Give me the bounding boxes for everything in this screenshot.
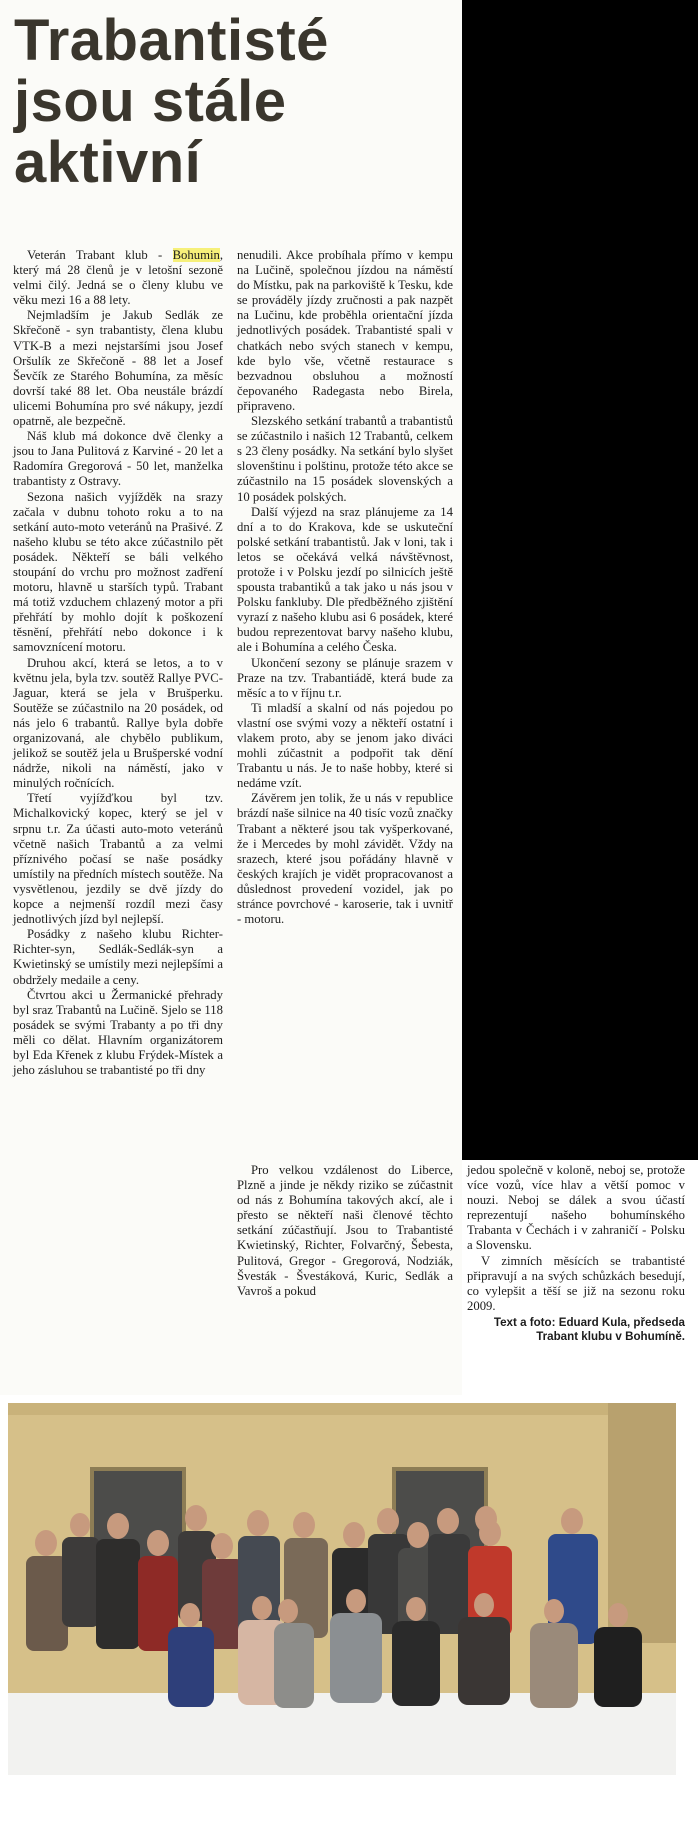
paragraph: Veterán Trabant klub - Bohumin, který má 28 členů je v letošní sezoně velmi čilý. Jedná se o členy klubu ve věku mezi 16 a 88 lety. [13, 248, 223, 308]
paragraph: Náš klub má dokonce dvě členky a jsou to Jana Pulitová z Karviné - 20 let a Radomíra Gregorová - 50 let, manželka trabantisty z Ostravy. [13, 429, 223, 489]
paragraph: Posádky z našeho klubu Richter-Richter-syn, Sedlák-Sedlák-syn a Kwietinský se umístily mezi nejlepšími a obdržely medaile a ceny. [13, 927, 223, 987]
text-column-2-continued [237, 1163, 453, 1299]
group-photo [8, 1403, 676, 1775]
paragraph: Další výjezd na sraz plánujeme za 14 dní a to do Krakova, kde se uskuteční polské setkání trabantistů. Jak v loni, tak i letos se očekává velká návštěvnost, protože i v Polsku jezdí po silnicích ještě spousta trabantiků a tak jako u nás jsou v Polsku fankluby. Dle předběžného zjištění vyrazí z našeho klubu asi 6 posádek, které budou reprezentovat barvy našeho klubu, ale i Bohumína a celého Česka. [237, 504, 453, 655]
paragraph: Ukončení sezony se plánuje srazem v Praze na tzv. Trabantiádě, která bude za měsíc a to v říjnu t.r. [237, 655, 453, 700]
headline-line-3: aktivní [14, 130, 202, 195]
paragraph: Čtvrtou akci u Žermanické přehrady byl sraz Trabantů na Lučině. Sjelo se 118 posádek se svými Trabanty a po tři dny měli co dělat. Hlavním organizátorem byl Eda Křenek z klubu Frýdek-Místek a jeho zásluhou se trabantisté po tři dny [13, 987, 223, 1078]
paragraph: Třetí vyjížďkou byl tzv. Michalkovický kopec, který se jel v srpnu t.r. Za účasti auto-moto veteránů včetně našich Trabantů a za velmi příznivého počasí se naše posádky umístily na předních místech soutěže. Na vysvětlenou, jezdily se dvě jízdy do kopce a nejmenší rozdíl mezi časy jednotlivých jízd byl nejlepší. [13, 791, 223, 927]
paragraph: Druhou akcí, která se letos, a to v květnu jela, byla tzv. soutěž Rallye PVC-Jaguar, která se jela v Brušperku. Soutěže se zúčastnilo na 20 posádek, od nás jelo 6 trabantů. Rallye byla dobře organizovaná, ale chybělo publikum, jelikož se soutěž jela u Brušperské vodní nádrže, nikoli na náměstí, jako v minulých ročnících. [13, 655, 223, 791]
paragraph: Závěrem jen tolik, že u nás v republice brázdí naše silnice na 40 tisíc vozů značky Trabant a některé jsou tak vyšperkované, že i Mercedes by mohl závidět. Vždy na srazech, které jsou pořádány hlavně v českých krajích je vidět propracovanost a důslednost provedení vozidel, jak po stránce povrchové - karoserie, tak i uvnitř - motoru. [237, 791, 453, 927]
black-margin-block [462, 0, 698, 1160]
paragraph: Sezona našich vyjížděk na srazy začala v dubnu tohoto roku a to na setkání auto-moto veteránů na Prašivé. Z našeho klubu se této akce zúčastnilo pět posádek. Někteří se báli velkého stoupání do vrchu pro možnost zadření motoru, hlavně u starších typů. Trabant má totiž vzduchem chlazený motor a při přehřátí by mohlo dojít k poškození těsnění, přehřátí nebo dokonce i k samovznícení motoru. [13, 489, 223, 655]
text-column-1 [13, 248, 223, 1078]
highlighted-word: Bohumin [172, 248, 220, 262]
headline-line-1: Trabantisté [14, 8, 329, 73]
paragraph: nenudili. Akce probíhala přímo v kempu na Lučině, společnou jízdou na náměstí do Místku, pak na parkoviště k Tesku, kde se prováděly jízdy zručnosti a pak nazpět na Lučinu, kde proběhla orientační jízda jednotlivých posádek. Trabantisté spali v chatkách nebo svých stanech v kempu, kde bylo vše, včetně restaurace s bezvadnou obsluhou a možností čepovaného Radegasta nebo Birela, připraveno. [237, 248, 453, 413]
group-photo-illustration [8, 1403, 676, 1775]
paragraph: Ti mladší a skalní od nás pojedou po vlastní ose svými vozy a někteří ostatní i vlakem proto, aby se jenom jako diváci mohli zúčastnit a podpořit tak dění Trabantu u nás. Je to naše hobby, které si nedáme vzít. [237, 700, 453, 791]
paragraph: V zimních měsících se trabantisté připravují a na svých schůzkách besedují, co vylepšit a těší se již na sezonu roku 2009. [467, 1253, 685, 1313]
author-credit: Text a foto: Eduard Kula, předseda Trabant klubu v Bohumíně. [493, 1315, 685, 1343]
headline-line-2: jsou stále [14, 69, 287, 134]
paragraph: Nejmladším je Jakub Sedlák ze Skřečoně - syn trabantisty, člena klubu VTK-B a mezi nejstaršími jsou Josef Oršulík ze Skřečoně - 88 let a Josef Ševčík ze Starého Bohumína, za měsíc dovrší také 88 let. Oba neustále brázdí ulicemi Bohumína pro své nákupy, jezdí opatrně, ale bezpečně. [13, 308, 223, 429]
article-headline [14, 10, 454, 193]
paragraph: Slezského setkání trabantů a trabantistů se zúčastnilo i našich 12 Trabantů, celkem s 23 členy posádky. Na setkání bylo slyšet slovenštinu i polštinu, protože této akce se zúčastnilo na 15 posádek slovenských a 10 posádek polských. [237, 414, 453, 504]
text-column-2 [237, 248, 453, 927]
paragraph: jedou společně v koloně, neboj se, protože více vozů, více hlav a větší pomoc v nouzi. Neboj se dálek a svou účastí reprezentují našeho bohumínského Trabanta v Čechách i v zahraničí - Polsku a Slovensku. [467, 1163, 685, 1253]
text-column-3 [467, 1163, 685, 1344]
paragraph: Pro velkou vzdálenost do Liberce, Plzně a jinde je někdy riziko se zúčastnit od nás z Bohumína takových akcí, ale i přesto se někteří naši členové těchto setkání zúčastňují. Jsou to Trabantisté Kwietinský, Richter, Folvarčný, Šebesta, Pulitová, Gregor - Gregorová, Nodziák, Švesták - Švestáková, Kuric, Sedlák a Vavroš a pokud [237, 1163, 453, 1298]
